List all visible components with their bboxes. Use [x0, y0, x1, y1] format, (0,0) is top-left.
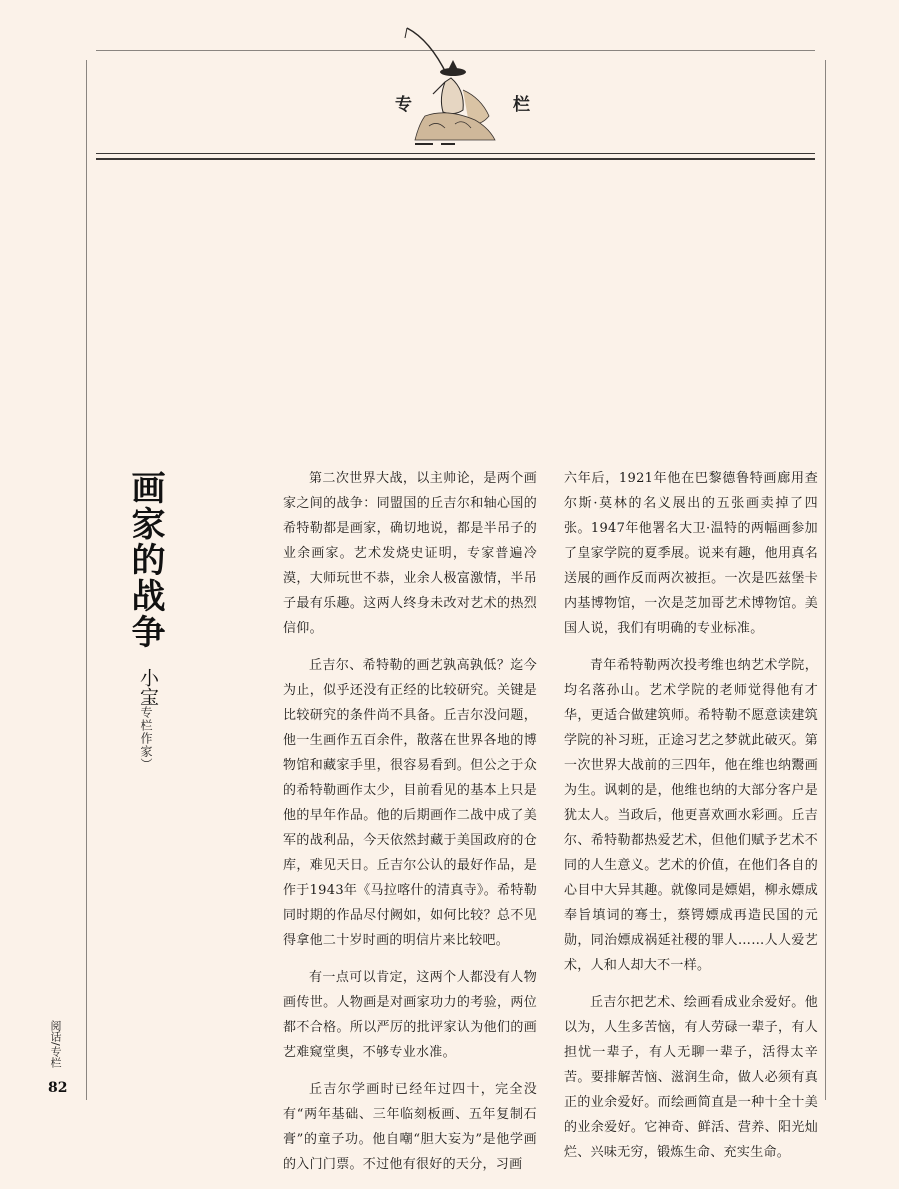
paragraph: 丘吉尔、希特勒的画艺孰高孰低？迄今为止，似乎还没有正经的比较研究。关键是比较研究的条件尚不具备。丘吉尔没问题，他一生画作五百余件，散落在世界各地的博物馆和藏家手里，很容易看到。但公之于众的希特勒画作太少，目前看见的基本上只是他的早年作品。他的后期画作二战中成了美军的战利品，今天依然封藏于美国政府的仓库，难见天日。丘吉尔公认的最好作品，是作于1943年《马拉喀什的清真寺》。希特勒同时期的作品尽付阙如，如何比较？总不见得拿他二十岁时画的明信片来比较吧。: [283, 658, 537, 948]
paragraph: 丘吉尔学画时已经年过四十，完全没有“两年基础、三年临刻板画、五年复制石膏”的童子功。他自嘲“胆大妄为”是他学画的入门门票。不过他有很好的天分，习画: [283, 1082, 537, 1172]
section-title-char-1: 专: [395, 95, 412, 115]
left-margin-rule: [86, 60, 87, 1100]
paragraph: 第二次世界大战，以主帅论，是两个画家之间的战争：同盟国的丘吉尔和轴心国的希特勒都是画家，确切地说，都是半吊子的业余画家。艺术发烧史证明，专家普遍冷漠，大师玩世不恭，业余人极富激情，半吊子最有乐趣。这两人终身未改对艺术的热烈信仰。: [283, 471, 537, 636]
body-column-left: [283, 466, 537, 1189]
paragraph: 丘吉尔把艺术、绘画看成业余爱好。他以为，人生多苦恼，有人劳碌一辈子，有人担忧一辈子，有人无聊一辈子，活得太辛苦。要排解苦恼、滋润生命，做人必须有真正的业余爱好。而绘画简直是一种十全十美的业余爱好。它神奇、鲜活、营养、阳光灿烂、兴味无穷，锻炼生命、充实生命。: [564, 995, 818, 1160]
paragraph: 青年希特勒两次投考维也纳艺术学院，均名落孙山。艺术学院的老师觉得他有才华，更适合做建筑师。希特勒不愿意读建筑学院的补习班，正途习艺之梦就此破灭。第一次世界大战前的三四年，他在维也纳鬻画为生。讽刺的是，他维也纳的大部分客户是犹太人。当政后，他更喜欢画水彩画。丘吉尔、希特勒都热爱艺术，但他们赋予艺术不同的人生意义。艺术的价值，在他们各自的心目中大异其趣。就像同是嫖娼，柳永嫖成奉旨填词的骞士，蔡锷嫖成再造民国的元勋，同治嫖成祸延社稷的罪人……人人爱艺术，人和人却大不一样。: [564, 658, 818, 973]
body-column-right: [564, 466, 818, 1177]
section-title: [395, 90, 530, 115]
author-role: （专栏作家）: [139, 693, 153, 771]
page-number: 82: [48, 1080, 68, 1096]
header-rule-thick: [96, 158, 815, 160]
section-title-char-2: 栏: [513, 95, 530, 115]
article-title: 画家的战争: [125, 470, 165, 650]
author-name: 小宝: [137, 668, 159, 706]
paragraph: 六年后，1921年他在巴黎德鲁特画廊用查尔斯·莫林的名义展出的五张画卖掉了四张。1947年他署名大卫·温特的两幅画参加了皇家学院的夏季展。说来有趣，他用真名送展的画作反而两次被拒。一次是匹兹堡卡内基博物馆，一次是芝加哥艺术博物馆。美国人说，我们有明确的专业标准。: [564, 471, 818, 636]
right-margin-rule: [825, 60, 826, 1100]
folio-section-label: 阅话/专栏: [49, 1020, 62, 1068]
header-rule-thin: [96, 153, 815, 154]
paragraph: 有一点可以肯定，这两个人都没有人物画传世。人物画是对画家功力的考验，两位都不合格。所以严厉的批评家认为他们的画艺难窥堂奥，不够专业水准。: [283, 970, 537, 1060]
fisherman-illustration: [385, 20, 515, 150]
